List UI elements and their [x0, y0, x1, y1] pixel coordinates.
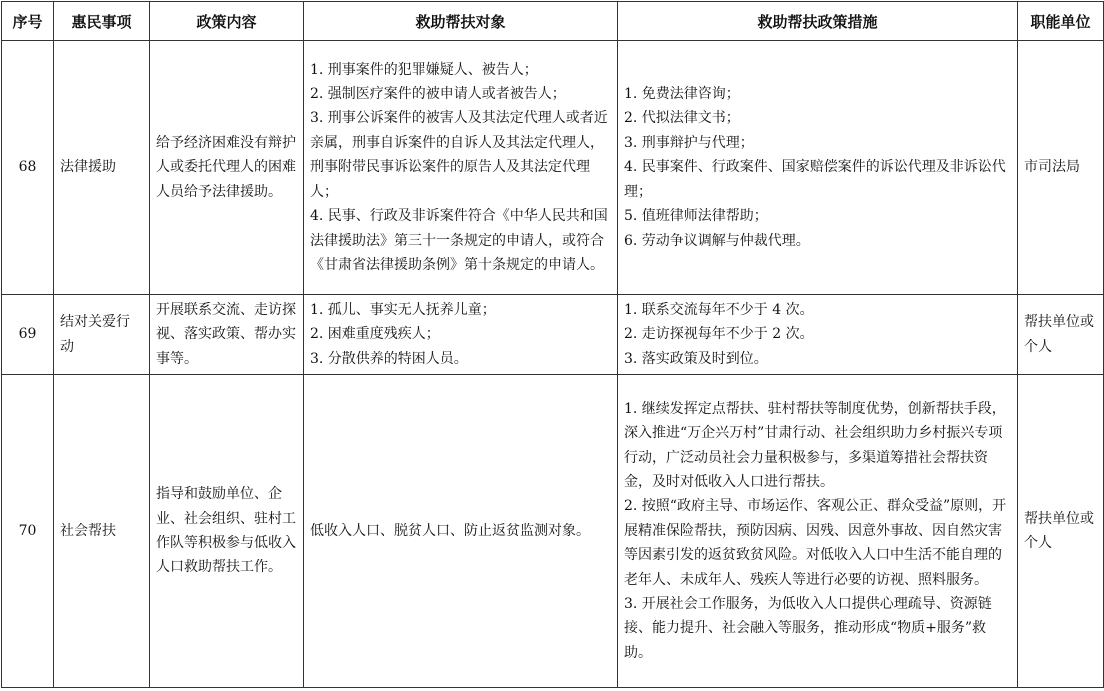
row-unit: 帮扶单位或个人 — [1018, 375, 1104, 688]
target-line: 1. 孤儿、事实无人抚养儿童； — [310, 301, 496, 318]
target-line: 3. 刑事公诉案件的被害人及其法定代理人或者近亲属，刑事自诉案件的自诉人及其法定代理人，刑事附带民事诉讼案件的原告人及其法定代理人； — [310, 110, 608, 200]
target-line: 2. 强制医疗案件的被申请人或者被告人； — [310, 86, 566, 103]
measure-line: 2. 走访探视每年不少于 2 次。 — [624, 326, 814, 343]
policy-table — [1, 1, 1104, 688]
measure-line: 5. 值班律师法律帮助； — [624, 208, 768, 225]
row-item: 法律援助 — [54, 41, 150, 295]
row-content: 开展联系交流、走访探视、落实政策、帮办实事等。 — [150, 295, 304, 375]
header-targets: 救助帮扶对象 — [304, 2, 618, 41]
header-unit: 职能单位 — [1018, 2, 1104, 41]
row-item: 结对关爱行动 — [54, 295, 150, 375]
row-targets — [304, 375, 618, 688]
measure-line: 3. 落实政策及时到位。 — [624, 350, 768, 367]
measure-line: 3. 开展社会工作服务，为低收入人口提供心理疏导、资源链接、能力提升、社会融入等服务，推动形成“物质+服务”救助。 — [624, 596, 992, 661]
target-line: 2. 困难重度残疾人； — [310, 326, 440, 343]
row-item: 社会帮扶 — [54, 375, 150, 688]
row-targets — [304, 41, 618, 295]
measure-line: 1. 继续发挥定点帮扶、驻村帮扶等制度优势，创新帮扶手段，深入推进“万企兴万村”甘肃行动、社会组织助力乡村振兴专项行动，广泛动员社会力量积极参与，多渠道筹措社会帮扶资金，及时对低收入人口进行帮扶。 — [624, 400, 1006, 490]
row-unit: 帮扶单位或个人 — [1018, 295, 1104, 375]
target-line: 3. 分散供养的特困人员。 — [310, 350, 468, 367]
row-measures — [618, 41, 1018, 295]
row-no: 70 — [2, 375, 54, 688]
header-content: 政策内容 — [150, 2, 304, 41]
row-measures — [618, 375, 1018, 688]
measure-line: 3. 刑事辩护与代理； — [624, 134, 754, 151]
row-measures — [618, 295, 1018, 375]
row-no: 69 — [2, 295, 54, 375]
row-no: 68 — [2, 41, 54, 295]
target-line: 低收入人口、脱贫人口、防止返贫监测对象。 — [310, 522, 590, 539]
measure-line: 1. 免费法律咨询； — [624, 86, 740, 103]
table-row — [2, 41, 1104, 295]
measure-line: 2. 代拟法律文书； — [624, 110, 740, 127]
measure-line: 2. 按照“政府主导、市场运作、客观公正、群众受益”原则，开展精准保险帮扶，预防因病、因残、因意外事故、因自然灾害等因素引发的返贫致贫风险。对低收入人口中生活不能自理的老年人、未成年人、残疾人等进行必要的访视、照料服务。 — [624, 498, 1007, 588]
row-content: 给予经济困难没有辩护人或委托代理人的困难人员给予法律援助。 — [150, 41, 304, 295]
target-line: 1. 刑事案件的犯罪嫌疑人、被告人； — [310, 61, 538, 78]
header-row — [2, 2, 1104, 41]
target-line: 4. 民事、行政及非诉案件符合《中华人民共和国法律援助法》第三十一条规定的申请人，或符合《甘肃省法律援助条例》第十条规定的申请人。 — [310, 208, 608, 273]
table-row — [2, 375, 1104, 688]
measure-line: 1. 联系交流每年不少于 4 次。 — [624, 301, 814, 318]
header-item: 惠民事项 — [54, 2, 150, 41]
row-targets — [304, 295, 618, 375]
table-row — [2, 295, 1104, 375]
measure-line: 4. 民事案件、行政案件、国家赔偿案件的诉讼代理及非诉讼代理； — [624, 159, 1006, 200]
header-no: 序号 — [2, 2, 54, 41]
measure-line: 6. 劳动争议调解与仲裁代理。 — [624, 232, 810, 249]
row-content: 指导和鼓励单位、企业、社会组织、驻村工作队等积极参与低收入人口救助帮扶工作。 — [150, 375, 304, 688]
row-unit: 市司法局 — [1018, 41, 1104, 295]
header-measures: 救助帮扶政策措施 — [618, 2, 1018, 41]
